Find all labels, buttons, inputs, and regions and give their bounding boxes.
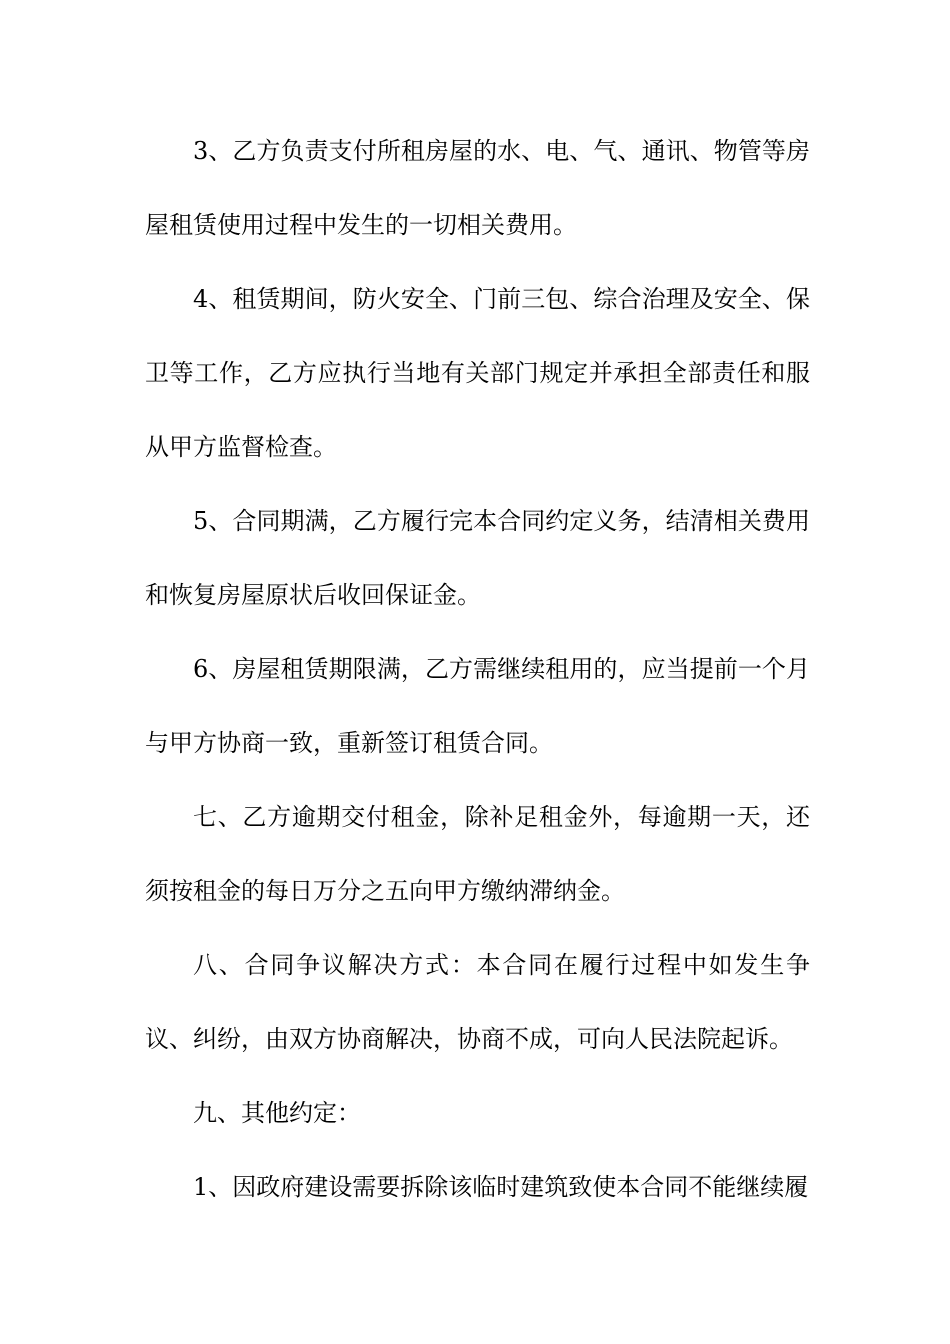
paragraph-lease-renewal: 6、房屋租赁期限满，乙方需继续租用的，应当提前一个月与甲方协商一致，重新签订租赁合同。 — [145, 655, 810, 757]
paragraph-government-demolition: 1、因政府建设需要拆除该临时建筑致使本合同不能继续履 — [193, 1173, 809, 1201]
paragraph-late-payment: 七、乙方逾期交付租金，除补足租金外，每逾期一天，还须按租金的每日万分之五向甲方缴纳滞纳金。 — [145, 803, 810, 905]
contract-body — [145, 114, 810, 1224]
paragraph-other-agreements-heading: 九、其他约定： — [193, 1099, 361, 1127]
paragraph-utilities-fees: 3、乙方负责支付所租房屋的水、电、气、通讯、物管等房屋租赁使用过程中发生的一切相关费用。 — [145, 137, 810, 239]
paragraph-dispute-resolution: 八、合同争议解决方式：本合同在履行过程中如发生争议、纠纷，由双方协商解决，协商不成，可向人民法院起诉。 — [145, 951, 810, 1053]
paragraph-safety-responsibility: 4、租赁期间，防火安全、门前三包、综合治理及安全、保卫等工作，乙方应执行当地有关部门规定并承担全部责任和服从甲方监督检查。 — [145, 285, 810, 461]
paragraph-contract-expiry-deposit: 5、合同期满，乙方履行完本合同约定义务，结清相关费用和恢复房屋原状后收回保证金。 — [145, 507, 810, 609]
